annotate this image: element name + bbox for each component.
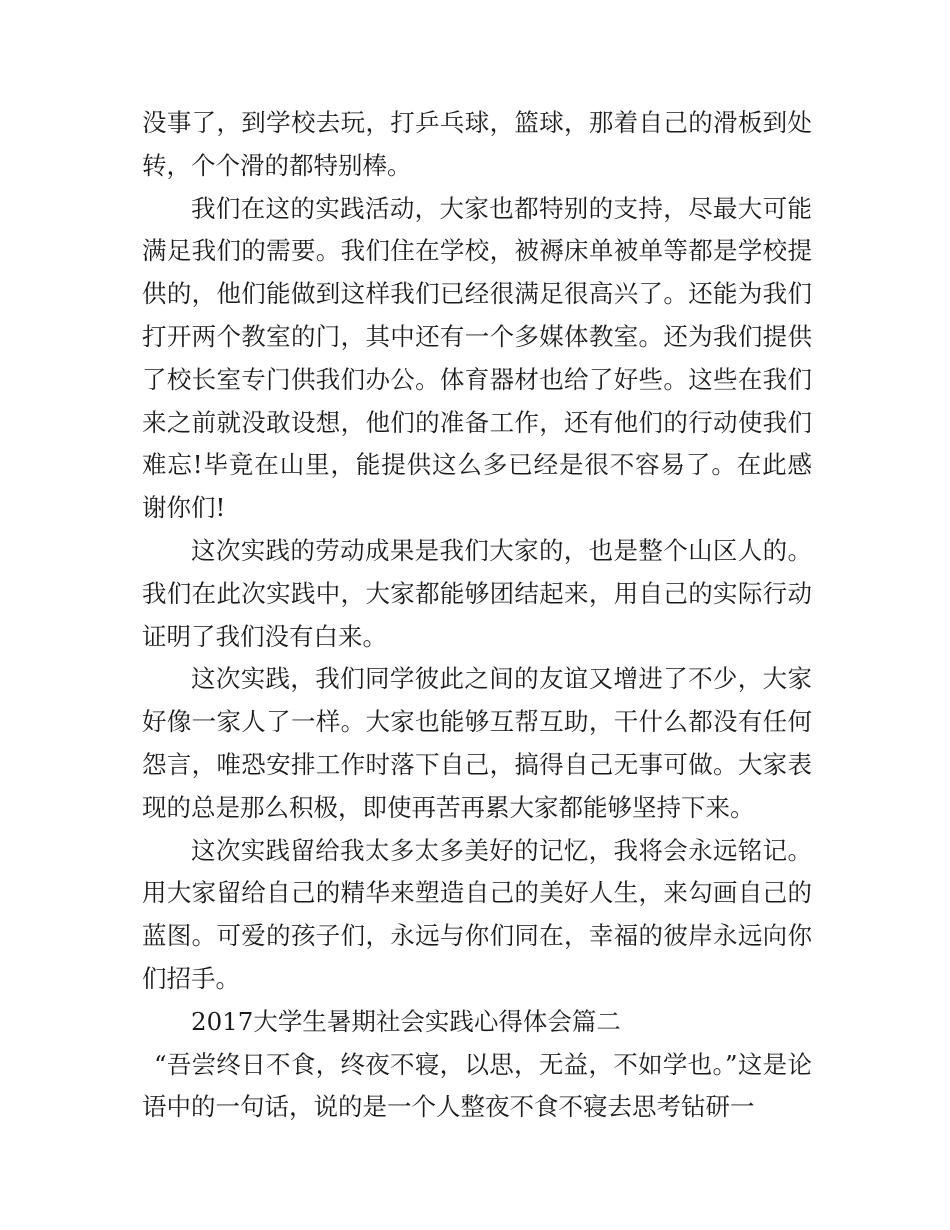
section-heading: 2017大学生暑期社会实践心得体会篇二 bbox=[191, 1006, 621, 1036]
paragraph-friendship: 这次实践，我们同学彼此之间的友谊又增进了不少，大家好像一家人了一样。大家也能够互帮互助，干什么都没有任何怨言，唯恐安排工作时落下自己，搞得自己无事可做。大家表现的总是那么积极，即使再苦再累大家都能够坚持下来。 bbox=[142, 664, 812, 822]
paragraph-results: 这次实践的劳动成果是我们大家的，也是整个山区人的。我们在此次实践中，大家都能够团结起来，用自己的实际行动证明了我们没有白来。 bbox=[142, 535, 812, 651]
paragraph-memories: 这次实践留给我太多太多美好的记忆，我将会永远铭记。用大家留给自己的精华来塑造自己的美好人生，来勾画自己的蓝图。可爱的孩子们，永远与你们同在，幸福的彼岸永远向你们招手。 bbox=[142, 835, 812, 993]
paragraph-quote: “吾尝终日不食，终夜不寝，以思，无益，不如学也。”这是论语中的一句话，说的是一个人整夜不食不寝去思考钻研一 bbox=[142, 1049, 812, 1122]
paragraph-support: 我们在这的实践活动，大家也都特别的支持，尽最大可能满足我们的需要。我们住在学校，被褥床单被单等都是学校提供的，他们能做到这样我们已经很满足很高兴了。还能为我们打开两个教室的门，其中还有一个多媒体教室。还为我们提供了校长室专门供我们办公。体育器材也给了好些。这些在我们来之前就没敢设想，他们的准备工作，还有他们的行动使我们难忘!毕竟在山里，能提供这么多已经是很不容易了。在此感谢你们! bbox=[142, 193, 812, 523]
document-body bbox=[142, 102, 812, 1129]
paragraph-continuation: 没事了，到学校去玩，打乒乓球，篮球，那着自己的滑板到处转，个个滑的都特别棒。 bbox=[142, 108, 812, 180]
